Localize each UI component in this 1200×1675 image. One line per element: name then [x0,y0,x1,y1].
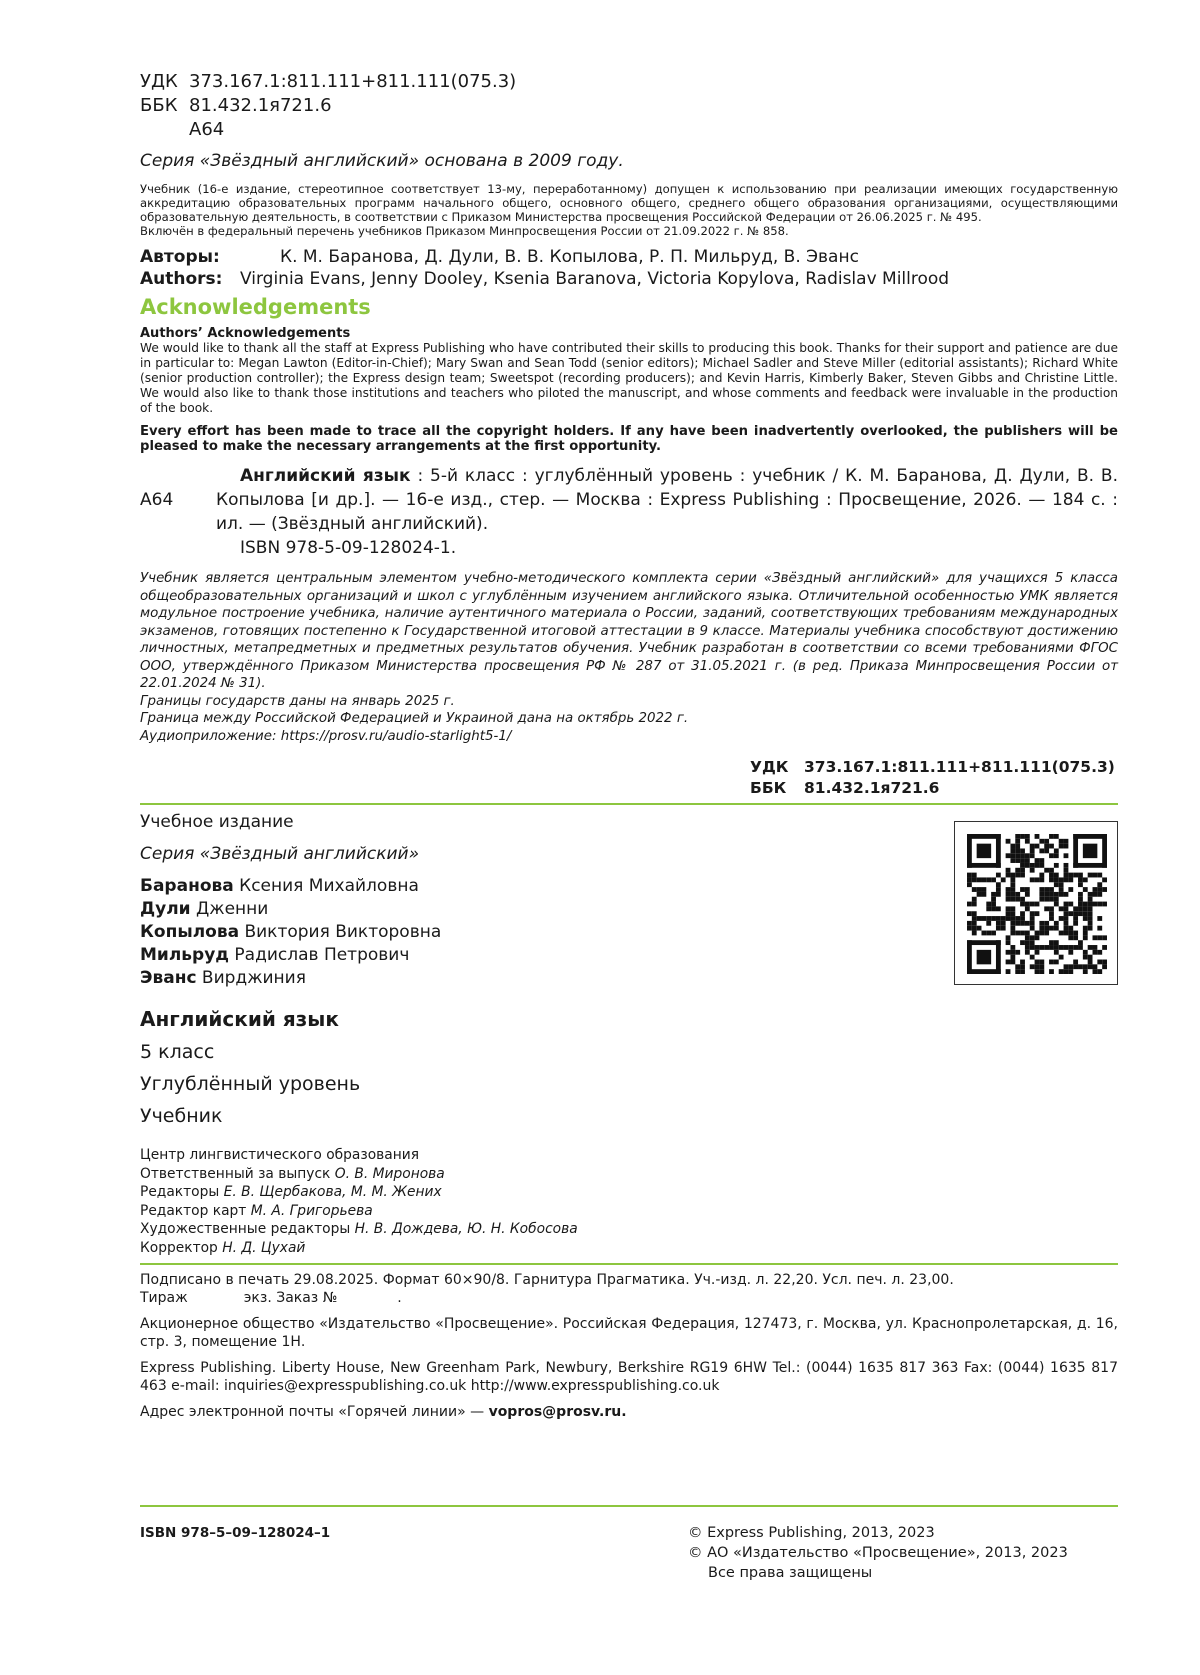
annotation-borders-2: Граница между Российской Федерацией и Украиной дана на октябрь 2022 г. [140,711,689,726]
copyright-express: © Express Publishing, 2013, 2023 [688,1525,935,1541]
book-type: Учебник [140,1105,223,1127]
annotation-borders-1: Границы государств даны на январь 2025 г. [140,693,455,709]
publisher-en: Express Publishing. Liberty House, New Greenham Park, Newbury, Berkshire RG19 6HW Tel.: (0044) 1635 817 363 Fax: (0044) 1635 817 463 e-mail: inquiries@expresspublishing.co.uk http://www.expresspublishing.co.uk [140,1360,1118,1394]
footer-isbn: ISBN 978–5–09–128024–1 [140,1525,331,1541]
staff-line: Корректор Н. Д. Цухай [140,1239,306,1256]
bbk-label: ББК [140,95,178,116]
edition-type: Учебное издание [140,812,294,832]
udk-label: УДК [140,71,178,92]
bib-isbn: ISBN 978-5-09-128024-1. [240,538,457,558]
footer-block [140,1505,1118,1581]
staff-list [140,1146,1118,1257]
annotation-main: Учебник является центральным элементом учебно-методического комплекта серии «Звёздный английский» для учащихся 5 класса общеобразовательных организаций и школ с углублённым изучением английского языка. Отличительной особенностью УМК является модульное построение учебника, наличие аутентичного материала о России, заданий, соответствующих требованиям международных экзаменов, готовящих постепенно к Государственной итоговой аттестации в 9 классе. Материалы учебника способствуют достижению личностных, метапредметных и предметных результатов обучения. Учебник разработан в соответствии со всеми требованиями ФГОС ООО, утверждённого Приказом Министерства просвещения РФ № 287 от 31.05.2021 г. (в ред. Приказа Минпросвещения России от 22.01.2024 № 31). [140,571,1118,691]
book-level: Углублённый уровень [140,1073,361,1095]
authors-en-label: Authors: [140,269,223,289]
staff-line: Ответственный за выпуск О. В. Миронова [140,1165,445,1182]
staff-line: Центр лингвистического образования [140,1147,420,1163]
print-order-label: экз. Заказ № [243,1290,338,1306]
bib-code: А64 [140,490,174,510]
book-title: Английский язык [140,1007,339,1031]
qr-code-icon[interactable] [954,821,1118,985]
copyright-notice: Every effort has been made to trace all the copyright holders. If any have been inadvertently overlooked, the publishers will be pleased to make the necessary arrangements at the first opportunity. [140,424,1118,454]
imprint-page [140,70,1118,1421]
edition-block [140,811,1118,1128]
classification-right [750,757,1118,799]
edition-series: Серия «Звёздный английский» [140,844,420,864]
print-order-end: . [397,1290,402,1306]
bbk-value: 81.432.1я721.6 [189,95,332,116]
federal-list-line: Включён в федеральный перечень учебников Приказом Минпросвещения России от 21.09.2022 г. № 858. [140,224,789,238]
divider-rule [140,803,1118,805]
staff-line: Художественные редакторы Н. В. Дождева, Ю. Н. Кобосова [140,1221,578,1237]
acknowledgements-title: Acknowledgements [140,295,371,319]
hotline-email: vopros@prosv.ru. [488,1404,627,1420]
udk-value: 373.167.1:811.111+811.111(075.3) [189,71,517,92]
authors-ru-label: Авторы: [140,247,220,267]
author-sign: А64 [189,119,225,140]
annotation [140,570,1118,745]
rights-reserved: Все права защищены [708,1565,873,1581]
publisher-ru: Акционерное общество «Издательство «Просвещение». Российская Федерация, 127473, г. Москва, ул. Краснопролетарская, д. 16, стр. 3, помещение 1Н. [140,1316,1118,1350]
approval-line: Учебник (16-е издание, стереотипное соответствует 13-му, переработанному) допущен к использованию при реализации имеющих государственную аккредитацию образовательных программ начального общего, основного общего, среднего общего образования организациями, осуществляющими образовательную деятельность, в соответствии с Приказом Министерства просвещения Российской Федерации от 26.06.2025 г. № 495. [140,182,1118,224]
annotation-audio: Аудиоприложение: https://prosv.ru/audio-starlight5-1/ [140,728,512,744]
acknowledgements-body: We would like to thank all the staff at Express Publishing who have contributed their skills to producing this book. Thanks for their support and patience are due in particular to: Megan Lawton (Editor-in-Chief); Mary Swan and Sean Todd (senior editors); Michael Sadler and Steve Miller (editorial assistants); Richard White (senior production controller); the Express design team; Sweetspot (recording producers); and Kevin Harris, Kimberly Baker, Steven Gibbs and Christine Little. We would also like to thank those institutions and teachers who piloted the manuscript, and whose comments and feedback were invaluable in the production of the book. [140,341,1118,415]
author-name: Мильруд Радислав Петрович [140,945,410,965]
classification-block [140,70,1118,142]
author-name: Баранова Ксения Михайловна [140,876,419,896]
author-name: Дули Дженни [140,899,269,919]
udk-right-label: УДК [750,758,789,776]
bbk-right-label: ББК [750,779,787,797]
authors-en-names: Virginia Evans, Jenny Dooley, Ksenia Baranova, Victoria Kopylova, Radislav Millrood [240,269,950,289]
bib-title: Английский язык [240,466,411,486]
bib-description: : 5-й класс : углублённый уровень : учебник / К. М. Баранова, Д. Дули, В. В. Копылова [и др.]. — 16-е изд., стер. — Москва : Express Publishing : Просвещение, 2026. — 184 с. : ил. — (Звёздный английский). [216,466,1118,534]
divider-rule [140,1505,1118,1507]
print-info [140,1271,1118,1307]
divider-rule [140,1263,1118,1265]
print-run-label: Тираж [140,1290,188,1306]
authors-block [140,246,1118,290]
hotline: Адрес электронной почты «Горячей линии» — vopros@prosv.ru. [140,1404,627,1420]
book-grade: 5 класс [140,1041,215,1063]
bbk-right-value: 81.432.1я721.6 [804,779,940,797]
bibliographic-record [140,464,1118,560]
udk-right-value: 373.167.1:811.111+811.111(075.3) [804,758,1115,776]
authors-ru-names: К. М. Баранова, Д. Дули, В. В. Копылова, Р. П. Мильруд, В. Эванс [280,247,859,267]
copyright-prosv: © АО «Издательство «Просвещение», 2013, 2023 [688,1545,1068,1561]
print-signed: Подписано в печать 29.08.2025. Формат 60×90/8. Гарнитура Прагматика. Уч.-изд. л. 22,20. Усл. печ. л. 23,00. [140,1272,954,1288]
acknowledgements-subtitle: Authors’ Acknowledgements [140,326,351,341]
staff-line: Редакторы Е. В. Щербакова, М. М. Жених [140,1184,442,1200]
staff-line: Редактор карт М. А. Григорьева [140,1202,373,1219]
qr-code-graphic [967,834,1107,974]
approval-statement [140,182,1118,238]
author-name: Копылова Виктория Викторовна [140,922,442,942]
author-name: Эванс Вирджиния [140,968,306,988]
copyright-lines [688,1523,1068,1583]
series-note: Серия «Звёздный английский» основана в 2009 году. [140,151,624,171]
